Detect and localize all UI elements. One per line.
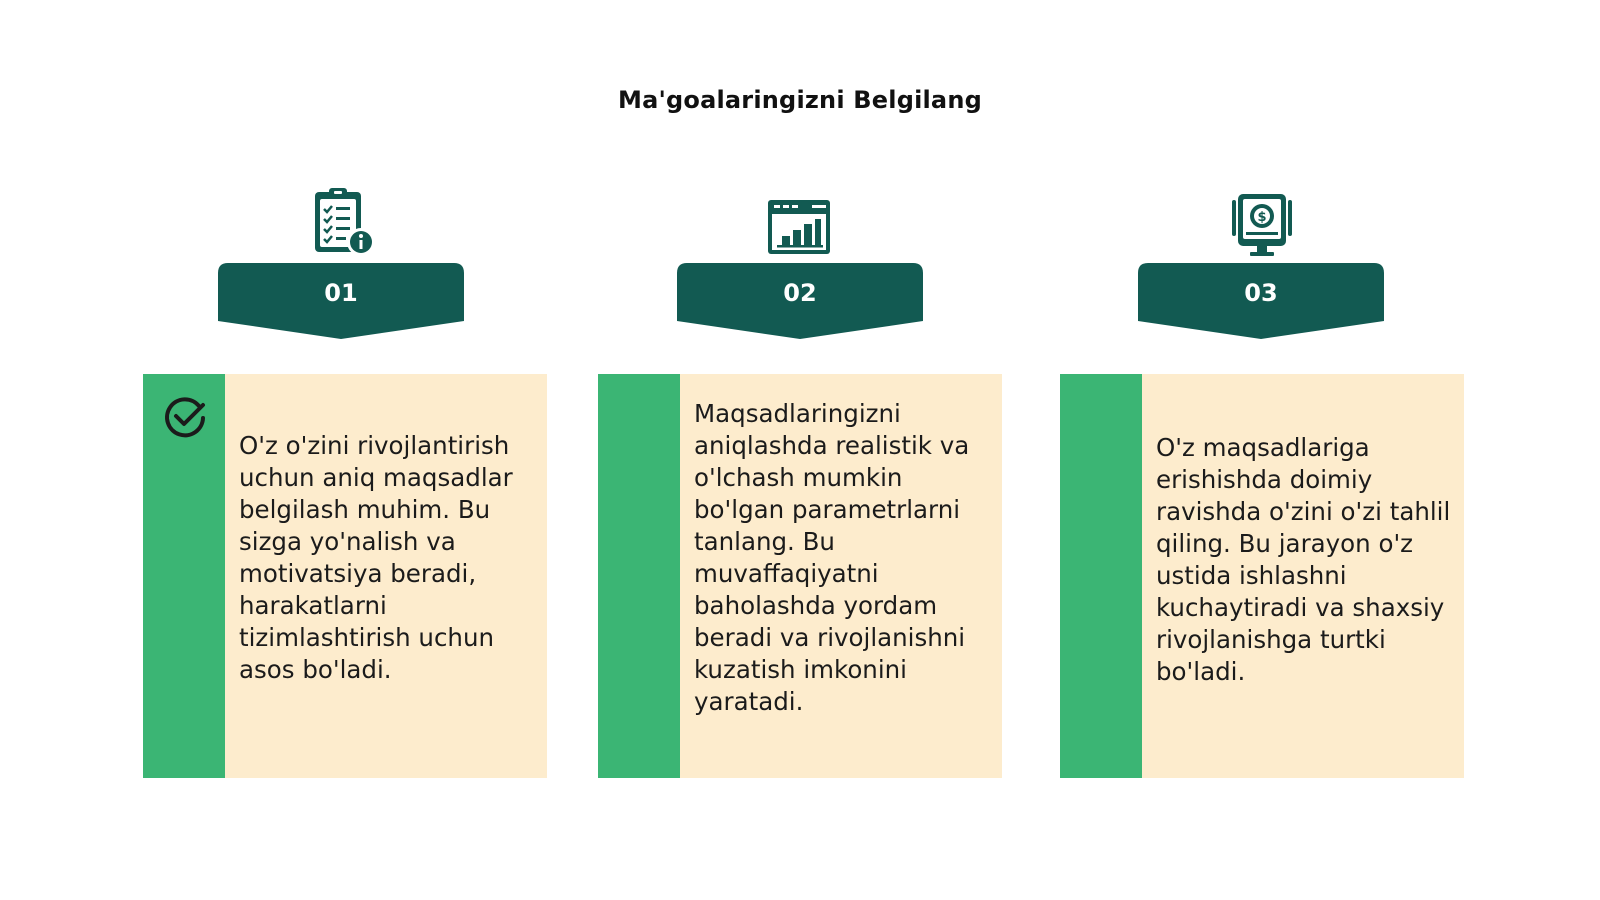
clipboard-checklist-info-icon <box>305 186 385 266</box>
step-number-2: 02 <box>783 279 817 307</box>
step-number-banner-2 <box>677 263 923 341</box>
step-card-1 <box>143 374 547 778</box>
step-number-1: 01 <box>324 279 358 307</box>
step-card-2 <box>598 374 1002 778</box>
step-number-3: 03 <box>1244 279 1278 307</box>
card-accent-stripe <box>1060 374 1142 778</box>
step-card-3 <box>1060 374 1464 778</box>
step-description-3: O'z maqsadlariga erishishda doimiy ravishda o'zini o'zi tahlil qiling. Bu jarayon o'z ustida ishlashni kuchaytiradi va shaxsiy rivojlanishga turtki bo'ladi. <box>1156 433 1451 686</box>
monitor-dollar-icon <box>1224 186 1304 266</box>
svg-text:$: $ <box>1257 210 1267 225</box>
step-number-banner-3 <box>1138 263 1384 341</box>
step-number-banner-1 <box>218 263 464 341</box>
step-description-1: O'z o'zini rivojlantirish uchun aniq maqsadlar belgilash muhim. Bu sizga yo'nalish va motivatsiya beradi, harakatlarni tizimlashtirish uchun asos bo'ladi. <box>239 431 513 684</box>
browser-bar-chart-icon <box>760 190 840 270</box>
card-accent-stripe <box>598 374 680 778</box>
step-description-2: Maqsadlaringizni aniqlashda realistik va o'lchash mumkin bo'lgan parametrlarni tanlang. Bu muvaffaqiyatni baholashda yordam beradi va rivojlanishni kuzatish imkonini yaratadi. <box>694 399 970 716</box>
check-circle-icon <box>161 392 209 440</box>
page-title: Ma'goalaringizni Belgilang <box>618 86 982 114</box>
